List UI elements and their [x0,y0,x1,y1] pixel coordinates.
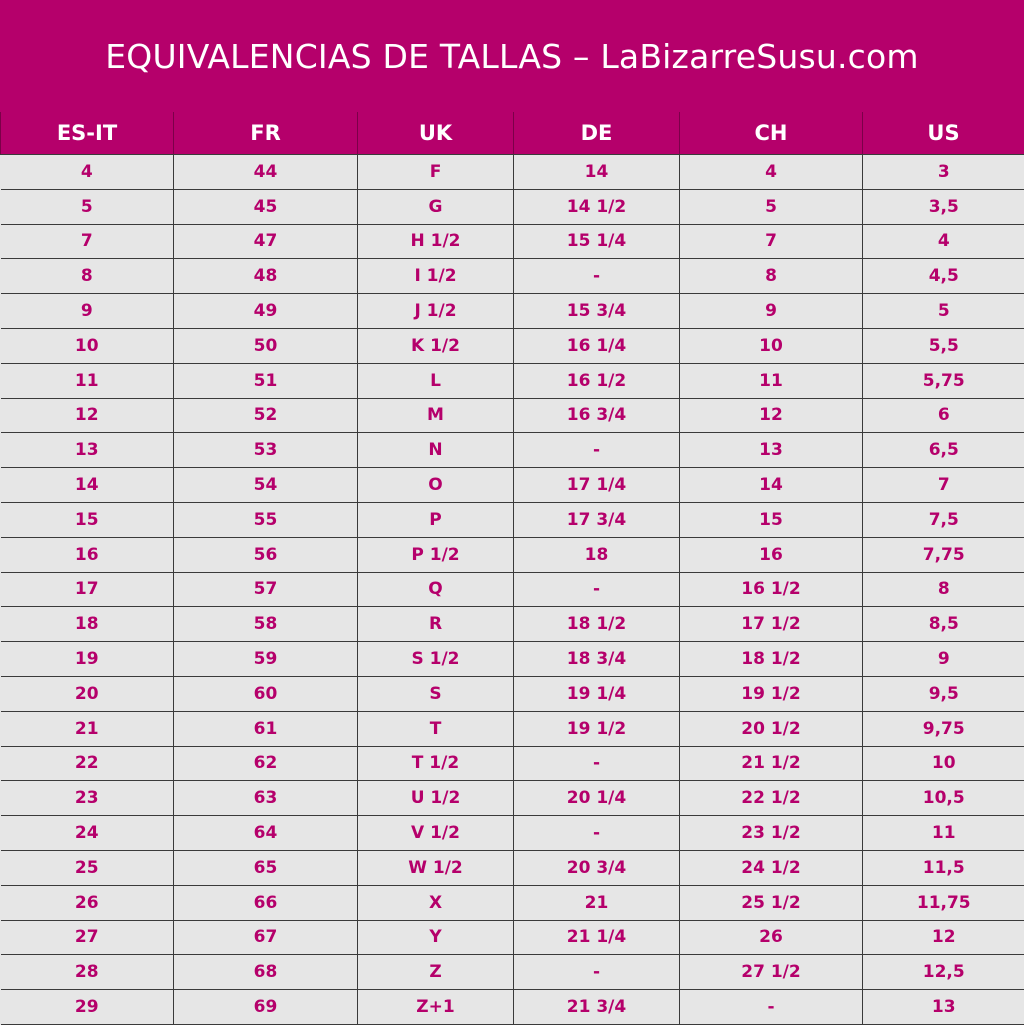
cell-de: 20 1/4 [514,781,680,816]
cell-fr: 63 [174,781,358,816]
cell-de: 15 3/4 [514,294,680,329]
cell-fr: 62 [174,746,358,781]
cell-us: 6 [863,398,1024,433]
table-row [1,398,1024,433]
cell-ch: 10 [680,328,863,363]
cell-uk: G [358,189,514,224]
cell-uk: P 1/2 [358,537,514,572]
cell-uk: K 1/2 [358,328,514,363]
cell-us: 3,5 [863,189,1024,224]
cell-fr: 67 [174,920,358,955]
cell-fr: 59 [174,642,358,677]
cell-us: 11,75 [863,885,1024,920]
table-row [1,955,1024,990]
table-row [1,502,1024,537]
cell-us: 6,5 [863,433,1024,468]
cell-uk: O [358,468,514,503]
column-header-ch: CH [680,112,863,155]
table-row [1,537,1024,572]
cell-us: 10 [863,746,1024,781]
cell-us: 5 [863,294,1024,329]
cell-es-it: 25 [1,850,174,885]
cell-es-it: 12 [1,398,174,433]
cell-de: 16 1/4 [514,328,680,363]
cell-de: 17 1/4 [514,468,680,503]
table-row [1,433,1024,468]
cell-uk: W 1/2 [358,850,514,885]
cell-de: 15 1/4 [514,224,680,259]
cell-fr: 69 [174,990,358,1025]
cell-es-it: 4 [1,155,174,190]
cell-ch: 7 [680,224,863,259]
cell-es-it: 8 [1,259,174,294]
cell-uk: X [358,885,514,920]
table-row [1,224,1024,259]
cell-ch: 23 1/2 [680,816,863,851]
column-header-fr: FR [174,112,358,155]
cell-es-it: 13 [1,433,174,468]
cell-es-it: 28 [1,955,174,990]
cell-uk: I 1/2 [358,259,514,294]
cell-fr: 54 [174,468,358,503]
cell-fr: 56 [174,537,358,572]
cell-ch: 15 [680,502,863,537]
cell-de: 16 1/2 [514,363,680,398]
cell-de: - [514,955,680,990]
cell-uk: P [358,502,514,537]
cell-fr: 52 [174,398,358,433]
cell-de: 19 1/4 [514,676,680,711]
cell-es-it: 19 [1,642,174,677]
cell-uk: U 1/2 [358,781,514,816]
cell-ch: 12 [680,398,863,433]
cell-de: - [514,259,680,294]
cell-us: 9 [863,642,1024,677]
cell-us: 3 [863,155,1024,190]
cell-de: - [514,816,680,851]
column-header-us: US [863,112,1024,155]
cell-us: 11,5 [863,850,1024,885]
cell-uk: Z [358,955,514,990]
cell-us: 8 [863,572,1024,607]
cell-ch: 19 1/2 [680,676,863,711]
cell-ch: 24 1/2 [680,850,863,885]
table-row [1,711,1024,746]
cell-ch: 14 [680,468,863,503]
table-row [1,572,1024,607]
table-row [1,676,1024,711]
table-row [1,850,1024,885]
column-header-de: DE [514,112,680,155]
cell-ch: 4 [680,155,863,190]
table-row [1,920,1024,955]
cell-de: 21 3/4 [514,990,680,1025]
table-row [1,746,1024,781]
cell-es-it: 18 [1,607,174,642]
cell-uk: N [358,433,514,468]
table-row [1,816,1024,851]
cell-us: 10,5 [863,781,1024,816]
table-row [1,468,1024,503]
cell-uk: T [358,711,514,746]
cell-fr: 51 [174,363,358,398]
cell-fr: 65 [174,850,358,885]
cell-de: 19 1/2 [514,711,680,746]
cell-us: 8,5 [863,607,1024,642]
cell-us: 5,5 [863,328,1024,363]
cell-de: 17 3/4 [514,502,680,537]
cell-uk: H 1/2 [358,224,514,259]
table-row [1,328,1024,363]
table-row [1,155,1024,190]
cell-de: 21 [514,885,680,920]
cell-ch: 21 1/2 [680,746,863,781]
cell-uk: Q [358,572,514,607]
cell-ch: 8 [680,259,863,294]
cell-ch: 9 [680,294,863,329]
cell-us: 7,75 [863,537,1024,572]
table-row [1,990,1024,1025]
size-equivalence-table [0,112,1024,1025]
cell-us: 5,75 [863,363,1024,398]
cell-es-it: 24 [1,816,174,851]
cell-ch: 16 1/2 [680,572,863,607]
cell-ch: 5 [680,189,863,224]
cell-fr: 64 [174,816,358,851]
cell-ch: 16 [680,537,863,572]
cell-us: 4 [863,224,1024,259]
cell-uk: V 1/2 [358,816,514,851]
cell-fr: 68 [174,955,358,990]
cell-de: 21 1/4 [514,920,680,955]
cell-us: 13 [863,990,1024,1025]
cell-fr: 49 [174,294,358,329]
cell-fr: 57 [174,572,358,607]
cell-de: 16 3/4 [514,398,680,433]
cell-ch: 13 [680,433,863,468]
cell-ch: 20 1/2 [680,711,863,746]
cell-es-it: 14 [1,468,174,503]
cell-de: - [514,572,680,607]
cell-ch: 17 1/2 [680,607,863,642]
cell-ch: 25 1/2 [680,885,863,920]
cell-es-it: 23 [1,781,174,816]
cell-fr: 45 [174,189,358,224]
table-row [1,294,1024,329]
cell-us: 9,75 [863,711,1024,746]
table-row [1,885,1024,920]
cell-es-it: 5 [1,189,174,224]
cell-fr: 66 [174,885,358,920]
table-row [1,189,1024,224]
cell-de: 14 [514,155,680,190]
cell-fr: 44 [174,155,358,190]
cell-es-it: 29 [1,990,174,1025]
cell-de: 18 [514,537,680,572]
table-header [1,112,1024,155]
cell-es-it: 7 [1,224,174,259]
cell-uk: Y [358,920,514,955]
cell-uk: T 1/2 [358,746,514,781]
cell-ch: 27 1/2 [680,955,863,990]
cell-uk: F [358,155,514,190]
cell-fr: 58 [174,607,358,642]
cell-es-it: 21 [1,711,174,746]
cell-de: 18 3/4 [514,642,680,677]
cell-us: 7,5 [863,502,1024,537]
cell-fr: 53 [174,433,358,468]
table-row [1,781,1024,816]
cell-ch: 22 1/2 [680,781,863,816]
cell-us: 7 [863,468,1024,503]
cell-fr: 47 [174,224,358,259]
table-row [1,642,1024,677]
cell-de: - [514,746,680,781]
cell-ch: 26 [680,920,863,955]
cell-ch: 11 [680,363,863,398]
cell-uk: J 1/2 [358,294,514,329]
cell-fr: 55 [174,502,358,537]
cell-us: 12 [863,920,1024,955]
cell-uk: M [358,398,514,433]
table-body [1,155,1024,1025]
cell-fr: 60 [174,676,358,711]
cell-uk: L [358,363,514,398]
cell-uk: Z+1 [358,990,514,1025]
page-title: EQUIVALENCIAS DE TALLAS – LaBizarreSusu.com [0,0,1024,112]
cell-us: 9,5 [863,676,1024,711]
cell-fr: 61 [174,711,358,746]
cell-es-it: 26 [1,885,174,920]
column-header-es-it: ES-IT [1,112,174,155]
cell-de: 20 3/4 [514,850,680,885]
cell-uk: R [358,607,514,642]
cell-ch: - [680,990,863,1025]
cell-uk: S [358,676,514,711]
header-row [1,112,1024,155]
cell-es-it: 9 [1,294,174,329]
cell-us: 12,5 [863,955,1024,990]
cell-es-it: 20 [1,676,174,711]
cell-us: 11 [863,816,1024,851]
cell-fr: 48 [174,259,358,294]
cell-de: 14 1/2 [514,189,680,224]
cell-es-it: 11 [1,363,174,398]
cell-ch: 18 1/2 [680,642,863,677]
cell-es-it: 16 [1,537,174,572]
cell-es-it: 22 [1,746,174,781]
table-row [1,259,1024,294]
cell-uk: S 1/2 [358,642,514,677]
column-header-uk: UK [358,112,514,155]
table-row [1,607,1024,642]
table-row [1,363,1024,398]
cell-fr: 50 [174,328,358,363]
cell-es-it: 10 [1,328,174,363]
cell-us: 4,5 [863,259,1024,294]
cell-es-it: 15 [1,502,174,537]
cell-de: - [514,433,680,468]
cell-es-it: 17 [1,572,174,607]
cell-de: 18 1/2 [514,607,680,642]
cell-es-it: 27 [1,920,174,955]
